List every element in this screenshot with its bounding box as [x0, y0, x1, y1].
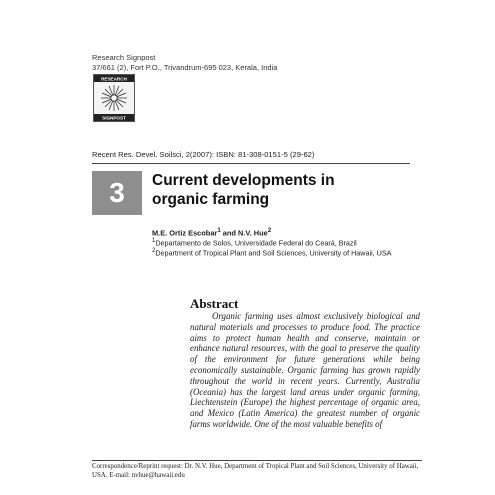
abstract-body: Organic farming uses almost exclusively biological and natural materials and processes to produce food. The practice aims to protect human health and conserve, maintain or enhance natural resources, with the goal to preserve the quality of the environment for future generations while being economically sustainable. Organic farming has grown rapidly throughout the world in recent years. Currently, Australia (Oceania) has the largest land areas under organic farming, Liechtenstein (Europe) the highest percentage of organic area, and Mexico (Latin America) the greatest number of organic farms worldwide. One of the most valuable benefits of [190, 311, 420, 429]
abstract-heading: Abstract [190, 296, 239, 311]
affiliation-2-text: Department of Tropical Plant and Soil Sciences, University of Hawaii, USA [155, 248, 392, 258]
svg-text:SIGNPOST: SIGNPOST [102, 115, 126, 121]
publisher-address: 37/661 (2), Fort P.O., Trivandrum-695 023, Kerala, India [92, 63, 278, 72]
chapter-title-line1: Current developments in [152, 172, 335, 189]
author-1: M.E. Ortiz Escobar [152, 228, 218, 238]
publisher-logo [93, 74, 135, 122]
affiliation-2 [152, 248, 391, 257]
author-2-sup: 2 [267, 227, 272, 234]
author-conjunction: and [220, 228, 238, 238]
affiliation-1 [152, 238, 357, 247]
author-2: N.V. Hue [238, 228, 268, 238]
affiliation-2-sup: 2 [152, 248, 156, 254]
journal-reference: Recent Res. Devel. Soilsci, 2(2007): ISBN: 81-308-0151-5 (29-62) [92, 150, 315, 159]
chapter-number: 3 [92, 171, 142, 215]
affiliation-1-sup: 1 [152, 238, 156, 244]
author-line [152, 227, 271, 237]
author-1-sup: 1 [217, 227, 221, 234]
chapter-title [152, 171, 335, 209]
chapter-title-line2: organic farming [152, 191, 270, 208]
header-divider [92, 163, 410, 164]
sunburst-logo-icon [94, 75, 134, 121]
correspondence-footnote: Correspondence/Reprint request: Dr. N.V. Hue, Department of Tropical Plant and Soil Sciences, University of Hawaii, USA. E-mail: nvhue@hawaii.edu [92, 463, 419, 479]
affiliation-1-text: Departamento de Solos, Universidade Federal do Ceará, Brazil [155, 238, 357, 248]
footnote-divider [92, 460, 422, 461]
publisher-name: Research Signpost [92, 53, 156, 62]
svg-text:RESEARCH: RESEARCH [101, 76, 127, 82]
